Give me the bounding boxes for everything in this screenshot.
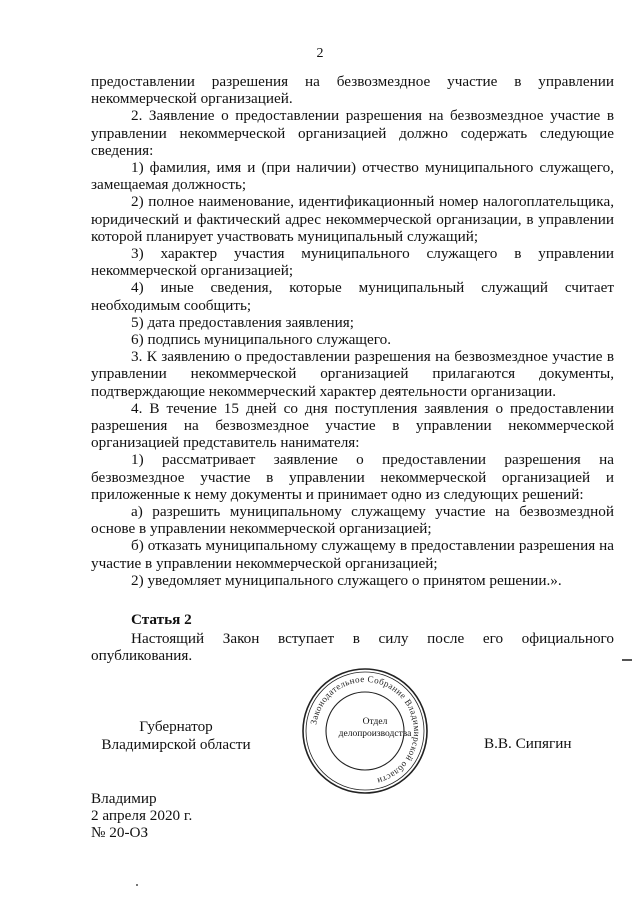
paragraph: 4) иные сведения, которые муниципальный служащий считает необходимым сообщить; xyxy=(91,279,614,314)
paragraph: 1) рассматривает заявление о предоставлении разрешения на безвозмездное участие в управлении некоммерческой организацией и приложенные к нему документы и принимает одно из следующих решений: xyxy=(91,451,614,503)
paragraph: 2) уведомляет муниципального служащего о принятом решении.». xyxy=(131,571,562,589)
law-body-text xyxy=(91,73,614,589)
paragraph: 5) дата предоставления заявления; xyxy=(131,313,354,331)
governor-title-line1: Губернатор xyxy=(139,718,213,735)
paragraph: б) отказать муниципальному служащему в предоставлении разрешения на участие в управлении некоммерческой организацией; xyxy=(91,537,614,572)
governor-title xyxy=(91,718,261,753)
paragraph: 2) полное наименование, идентификационный номер налогоплательщика, юридический и фактический адрес некоммерческой организации, в управлении которой планирует участвовать муниципальный служащий; xyxy=(91,193,614,245)
paragraph: 4. В течение 15 дней со дня поступления заявления о предоставлении разрешения на безвозмездное участие в управлении некоммерческой организацией представитель нанимателя: xyxy=(91,399,614,452)
margin-mark xyxy=(622,659,632,661)
paragraph: 3) характер участия муниципального служащего в управлении некоммерческой организацией; xyxy=(91,245,614,280)
paragraph: 6) подпись муниципального служащего. xyxy=(131,331,391,349)
paragraph: 2. Заявление о предоставлении разрешения на безвозмездное участие в управлении некоммерческой организацией должно содержать следующие сведения: xyxy=(91,107,614,159)
paragraph: а) разрешить муниципальному служащему участие на безвозмездной основе в управлении некоммерческой организацией; xyxy=(91,503,614,538)
signer-name: В.В. Сипягин xyxy=(484,735,572,752)
footer-city: Владимир xyxy=(91,790,157,807)
stamp-ring-text: Законодательное Собрание Владимирской области xyxy=(308,673,423,787)
stamp-center-line2: делопроизводства xyxy=(338,729,412,739)
stamp-center-text xyxy=(330,716,420,740)
page-number: 2 xyxy=(316,46,324,61)
paragraph: предоставлении разрешения на безвозмездное участие в управлении некоммерческой организацией. xyxy=(91,73,614,108)
paragraph: 1) фамилия, имя и (при наличии) отчество муниципального служащего, замещаемая должность; xyxy=(91,159,614,194)
stamp-center-line1: Отдел xyxy=(362,717,388,727)
paragraph: 3. К заявлению о предоставлении разрешения на безвозмездное участие в управлении некоммерческой организацией прилагаются документы, подтверждающие некоммерческий характер деятельности организации. xyxy=(91,348,614,400)
scan-dot xyxy=(136,884,138,886)
document-footer xyxy=(91,790,192,841)
governor-title-line2: Владимирской области xyxy=(101,735,251,753)
footer-law-number: № 20-ОЗ xyxy=(91,824,149,841)
footer-date: 2 апреля 2020 г. xyxy=(91,807,193,824)
article-2-heading: Статья 2 xyxy=(131,611,192,628)
article-2-text: Настоящий Закон вступает в силу после его официального опубликования. xyxy=(91,630,614,665)
